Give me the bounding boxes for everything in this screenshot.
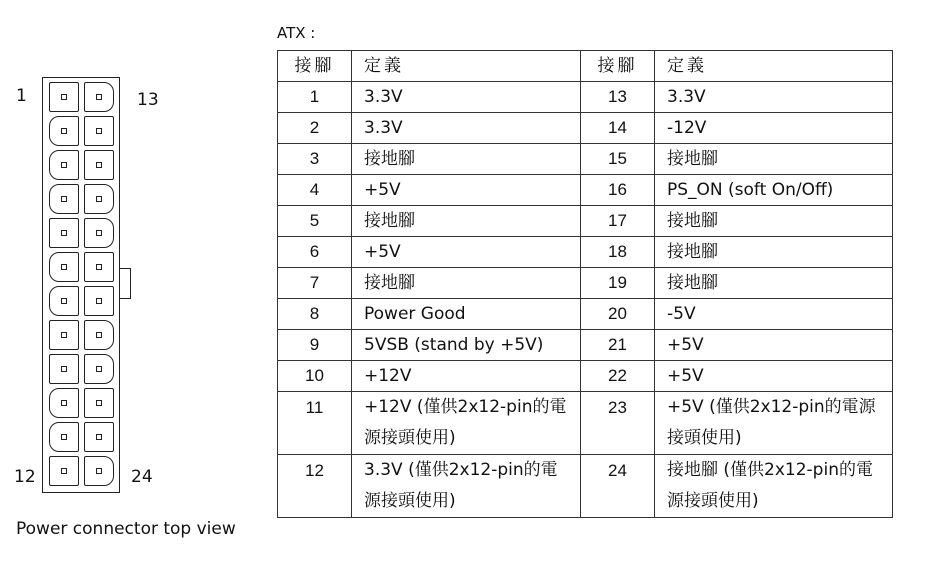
pin-number: 24	[581, 455, 655, 518]
table-row	[278, 237, 893, 268]
connector-pin-6	[49, 252, 79, 282]
pin-number: 2	[278, 113, 352, 144]
pin-number: 17	[581, 206, 655, 237]
pin-hole	[96, 162, 102, 168]
pin-definition: 接地腳	[655, 268, 893, 299]
connector-latch	[120, 268, 131, 299]
header-definition: 定義	[655, 51, 893, 82]
pin-hole	[61, 366, 67, 372]
table-row	[278, 361, 893, 392]
pin-definition: 3.3V	[352, 113, 581, 144]
connector-pin-24	[84, 456, 114, 486]
table-row	[278, 455, 893, 518]
pin-hole	[61, 434, 67, 440]
pin-12-label: 12	[14, 467, 36, 487]
pin-number: 3	[278, 144, 352, 175]
pin-number: 23	[581, 392, 655, 455]
table-row	[278, 330, 893, 361]
connector-pin-7	[49, 286, 79, 316]
pin-number: 8	[278, 299, 352, 330]
connector-pin-5	[49, 218, 79, 248]
table-header-row	[278, 51, 893, 82]
pin-definition: +5V	[352, 237, 581, 268]
pin-hole	[96, 434, 102, 440]
diagram-caption: Power connector top view	[16, 519, 236, 539]
pin-hole	[96, 332, 102, 338]
pin-definition: +12V (僅供2x12-pin的電源接頭使用)	[352, 392, 581, 455]
header-pin: 接腳	[278, 51, 352, 82]
pin-number: 12	[278, 455, 352, 518]
connector-pin-16	[84, 184, 114, 214]
pin-24-label: 24	[131, 467, 153, 487]
pin-number: 10	[278, 361, 352, 392]
pin-hole	[61, 468, 67, 474]
pin-number: 20	[581, 299, 655, 330]
pin-definition: +5V	[352, 175, 581, 206]
pin-definition: +12V	[352, 361, 581, 392]
pin-hole	[61, 332, 67, 338]
pin-definition: 接地腳	[655, 206, 893, 237]
pin-number: 5	[278, 206, 352, 237]
pin-number: 1	[278, 82, 352, 113]
pin-number: 15	[581, 144, 655, 175]
pin-13-label: 13	[137, 90, 159, 110]
table-row	[278, 113, 893, 144]
pin-hole	[61, 400, 67, 406]
connector-pin-20	[84, 320, 114, 350]
connector-pin-3	[49, 150, 79, 180]
table-row	[278, 299, 893, 330]
connector-pin-15	[84, 150, 114, 180]
table-row	[278, 144, 893, 175]
pin-number: 4	[278, 175, 352, 206]
pin-hole	[96, 264, 102, 270]
pin-hole	[61, 162, 67, 168]
table-row	[278, 268, 893, 299]
pin-hole	[61, 264, 67, 270]
pin-number: 6	[278, 237, 352, 268]
connector-pin-2	[49, 116, 79, 146]
pin-hole	[61, 230, 67, 236]
connector-pin-19	[84, 286, 114, 316]
pin-hole	[61, 94, 67, 100]
pin-number: 21	[581, 330, 655, 361]
pin-definition: 3.3V (僅供2x12-pin的電源接頭使用)	[352, 455, 581, 518]
pin-hole	[96, 94, 102, 100]
pin-number: 18	[581, 237, 655, 268]
pin-definition: 5VSB (stand by +5V)	[352, 330, 581, 361]
pin-number: 11	[278, 392, 352, 455]
connector-pin-21	[84, 354, 114, 384]
pin-number: 7	[278, 268, 352, 299]
pin-definition: PS_ON (soft On/Off)	[655, 175, 893, 206]
connector-pin-9	[49, 354, 79, 384]
pin-hole	[61, 128, 67, 134]
connector-pin-1	[49, 82, 79, 112]
connector-pin-23	[84, 422, 114, 452]
connector-pin-4	[49, 184, 79, 214]
pin-definition: 接地腳	[352, 206, 581, 237]
connector-pin-22	[84, 388, 114, 418]
pin-definition-table	[277, 50, 893, 518]
pin-hole	[61, 196, 67, 202]
connector-pin-10	[49, 388, 79, 418]
pin-number: 13	[581, 82, 655, 113]
pin-number: 14	[581, 113, 655, 144]
connector-pin-12	[49, 456, 79, 486]
pin-1-label: 1	[16, 86, 27, 106]
table-row	[278, 82, 893, 113]
pin-hole	[96, 468, 102, 474]
pin-definition: 接地腳 (僅供2x12-pin的電源接頭使用)	[655, 455, 893, 518]
pin-definition: -12V	[655, 113, 893, 144]
header-definition: 定義	[352, 51, 581, 82]
pin-hole	[96, 400, 102, 406]
table-row	[278, 175, 893, 206]
pin-hole	[96, 196, 102, 202]
connector-pin-14	[84, 116, 114, 146]
pin-number: 16	[581, 175, 655, 206]
pin-definition: +5V	[655, 361, 893, 392]
pin-definition: 3.3V	[655, 82, 893, 113]
pin-hole	[61, 298, 67, 304]
pin-definition: 接地腳	[655, 237, 893, 268]
pin-number: 19	[581, 268, 655, 299]
pin-definition: -5V	[655, 299, 893, 330]
pin-definition: 3.3V	[352, 82, 581, 113]
pin-definition: 接地腳	[655, 144, 893, 175]
table-row	[278, 392, 893, 455]
connector-pin-17	[84, 218, 114, 248]
pin-number: 22	[581, 361, 655, 392]
pin-hole	[96, 298, 102, 304]
connector-pin-11	[49, 422, 79, 452]
pin-hole	[96, 366, 102, 372]
pin-definition: Power Good	[352, 299, 581, 330]
table-body	[278, 82, 893, 518]
pin-definition: 接地腳	[352, 268, 581, 299]
pin-definition: 接地腳	[352, 144, 581, 175]
pin-hole	[96, 230, 102, 236]
table-title: ATX :	[277, 24, 316, 42]
table-row	[278, 206, 893, 237]
connector-pin-18	[84, 252, 114, 282]
pin-number: 9	[278, 330, 352, 361]
pin-definition: +5V	[655, 330, 893, 361]
connector-pin-8	[49, 320, 79, 350]
pin-hole	[96, 128, 102, 134]
pin-definition: +5V (僅供2x12-pin的電源接頭使用)	[655, 392, 893, 455]
header-pin: 接腳	[581, 51, 655, 82]
connector-pin-13	[84, 82, 114, 112]
